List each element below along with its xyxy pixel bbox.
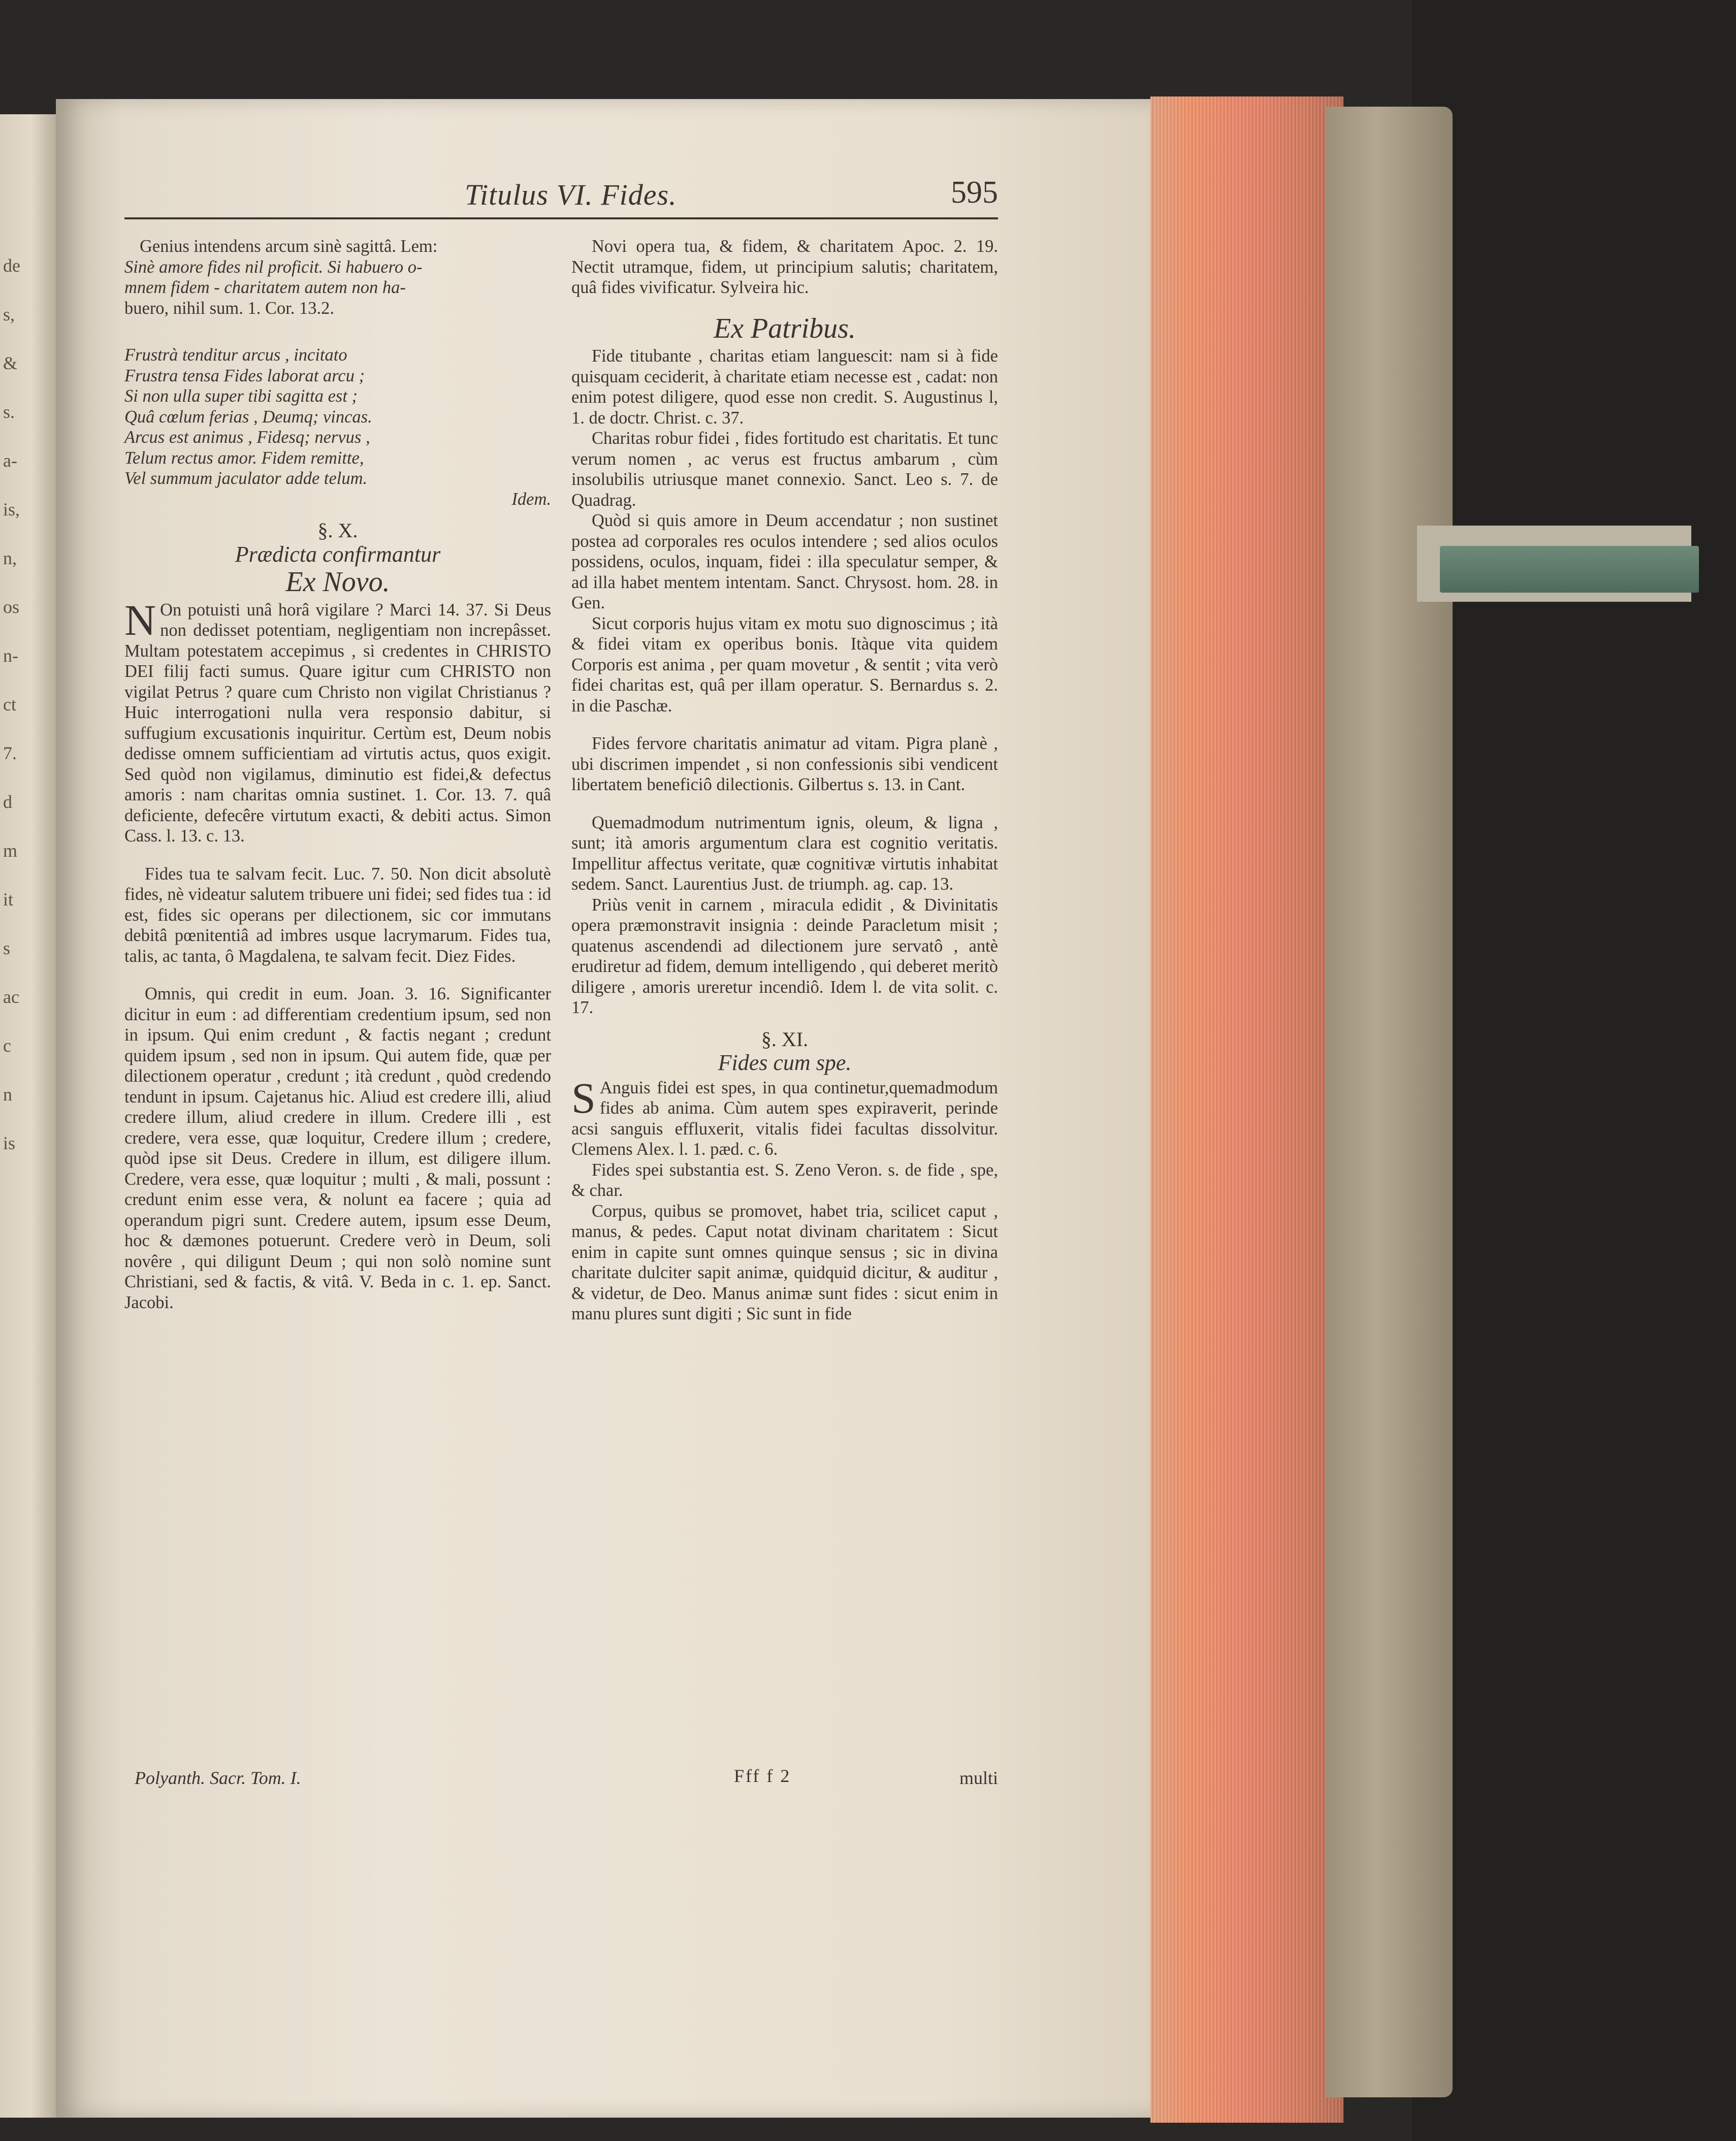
- verse-line: Telum rectus amor. Fidem remitte,: [124, 448, 364, 468]
- margin-fragment: os: [3, 597, 20, 617]
- paragraph: Fide titubante , charitas etiam languescit: nam si à fide quisquam ceciderit, à charitate etiam necesse est , cadat: non enim potest diligere, quod esse non credit. S. Augustinus l, 1. de doctr. Christ. c. 37.: [571, 346, 998, 428]
- paragraph: Charitas robur fidei , fides fortitudo est charitatis. Et tunc verum nomen , ac verus est fructus ambarum , cùm insolubilis utriusque manet connexio. Sanct. Leo s. 7. de Quadrag.: [571, 429, 998, 510]
- footer-title: Polyanth. Sacr. Tom. I.: [135, 1768, 301, 1788]
- paragraph: Omnis, qui credit in eum. Joan. 3. 16. Significanter dicitur in eum : ad differentiam credentium ipsum, sed non in ipsum. Qui enim credunt , & factis negant ; credunt quidem ipsum , sed non in ipsum. Qui autem fide, quæ per dilectionem operatur , credunt ; ità credunt , quòd credendo tendunt in ipsum. Cajetanus hic. Aliud est credere illi, aliud credere illum, aliud credere in illum. Credere illi , est credere, vera esse, quæ loquitur, Credere illum ; credere, quòd ipse sit Deus. Credere in illum, est diligere illum. Credere, vera esse, quæ loquitur ; multi , & mali, possunt : credunt enim esse vera, & nolunt ea facere ; quia ad operandum pigri sunt. Credere autem, ipsum esse Deum, hoc & dæmones potuerunt. Credere verò in Deum, soli novêre , qui diligunt Deum ; qui non solò nomine sunt Christiani, sed & factis, & vitâ. V. Beda in c. 1. ep. Sanct. Jacobi.: [124, 984, 551, 1312]
- paragraph: Fides fervore charitatis animatur ad vitam. Pigra planè , ubi discrimen impendet , si non confessionis sibi vendicent libertatem beneficiô dilectionis. Gilbertus s. 13. in Cant.: [571, 734, 998, 794]
- running-head: [124, 175, 998, 212]
- running-title: Titulus VI. Fides.: [465, 178, 677, 211]
- margin-fragment: n: [3, 1084, 12, 1105]
- right-column: [571, 236, 998, 1324]
- background-cloth: [1412, 0, 1736, 2141]
- page-fore-edge: [1150, 96, 1343, 2123]
- paragraph: [124, 595, 551, 847]
- margin-fragment: de: [3, 255, 20, 276]
- paragraph: Priùs venit in carnem , miracula edidit , & Divinitatis opera præmonstravit insignia : deinde Paracletum misit ; quatenus ascendendi ad dilectionem jure servatô , antè erudiretur ad fidem, demum intelligendo , qui deberet meritò diligere , amoris ureretur incendiô. Idem l. de vita solit. c. 17.: [571, 895, 998, 1017]
- verse-block: [124, 345, 551, 509]
- paragraph: Corpus, quibus se promovet, habet tria, scilicet caput , manus, & pedes. Caput notat divinam charitatem : Sicut enim in capite sunt omnes quinque sensus ; sic in divina charitate dulciter sapit animæ, quidquid dicitur, & auditur , & videtur, de Deo. Manus animæ sunt fides : sicut enim in manu plures sunt digiti ; Sic sunt in fide: [571, 1201, 998, 1323]
- margin-fragment: is: [3, 1133, 16, 1153]
- section-heading: Fides cum spe.: [718, 1050, 852, 1075]
- book-cover-board: [1326, 107, 1453, 2097]
- left-column: [124, 236, 551, 1313]
- left-page-edge: [0, 114, 56, 2118]
- intro-line: Sinè amore fides nil proficit. Si habuero o-: [124, 257, 423, 277]
- margin-fragment: ct: [3, 694, 16, 715]
- margin-fragment: a-: [3, 450, 17, 471]
- paragraph: Fides spei substantia est. S. Zeno Veron. s. de fide , spe, & char.: [571, 1160, 998, 1200]
- paragraph: [571, 1073, 998, 1160]
- verse-attribution: Idem.: [511, 489, 551, 509]
- paragraph-text: Anguis fidei est spes, in qua continetur,quemadmodum fides ab anima. Cùm autem spes expiraverit, perinde acsi sanguis effluxerit, vitalis fidei facultas dissolvitur. Clemens Alex. l. 1. pæd. c. 6.: [571, 1078, 998, 1159]
- margin-fragment: 7.: [3, 743, 17, 763]
- verse-line: Frustra tensa Fides laborat arcu ;: [124, 366, 365, 385]
- margin-fragment: s: [3, 938, 11, 958]
- margin-fragment: &: [3, 353, 18, 373]
- header-rule: [124, 217, 998, 219]
- catchword: multi: [959, 1768, 998, 1788]
- verse-line: Arcus est animus , Fidesq; nervus ,: [124, 428, 370, 447]
- paragraph: Quòd si quis amore in Deum accendatur ; non sustinet postea ad corporales res oculos intendere ; sed alios oculos possidens, oculos, inquam, fidei : illa speculatur semper, & ad illa habet mentem intentam. Sanct. Chrysost. hom. 28. in Gen.: [571, 511, 998, 612]
- margin-fragment: d: [3, 792, 12, 812]
- signature-mark: Fff f 2: [734, 1766, 791, 1786]
- drop-capital: N: [124, 595, 156, 644]
- margin-fragment: ac: [3, 987, 19, 1007]
- margin-fragment: is,: [3, 499, 20, 520]
- paragraph: Novi opera tua, & fidem, & charitatem Apoc. 2. 19. Nectit utramque, fidem, ut principium salutis; charitatem, quâ fides vivificatur. Sylveira hic.: [571, 237, 998, 297]
- drop-capital: S: [571, 1073, 596, 1122]
- paragraph: Fides tua te salvam fecit. Luc. 7. 50. Non dicit absolutè fides, nè videatur salutem tribuere uni fidei; sed fides tua : id est, fides sic operans per dilectionem, sic cor immutans debitâ pœnitentiâ ad imbres usque lacrymarum. Fides tua, talis, ac tanta, ô Magdalena, te salvam fecit. Diez Fides.: [124, 864, 551, 966]
- verse-line: Quâ cœlum ferias , Deumq; vincas.: [124, 407, 372, 427]
- section-subheading: Ex Novo.: [285, 566, 390, 598]
- section-heading: Prædicta confirmantur: [235, 541, 441, 567]
- verse-line: Vel summum jaculator adde telum.: [124, 469, 368, 488]
- verse-line: Frustrà tenditur arcus , incitato: [124, 345, 347, 365]
- intro-line: mnem fidem - charitatem autem non ha-: [124, 278, 406, 297]
- section-mark: §. XI.: [761, 1027, 809, 1051]
- margin-fragment: s.: [3, 402, 15, 422]
- section-mark: §. X.: [317, 519, 358, 542]
- intro-line: buero, nihil sum. 1. Cor. 13.2.: [124, 298, 335, 318]
- paragraph: Sicut corporis hujus vitam ex motu suo dignoscimus ; ità & fidei vitam ex operibus bonis. Itàque vita quidem Corporis est anima , per quam movetur , & sentit ; vita verò fidei charitas est, quâ per illam operatur. S. Bernardus s. 2. in die Paschæ.: [571, 613, 998, 716]
- margin-fragment: s,: [3, 304, 15, 325]
- margin-fragment: c: [3, 1035, 11, 1056]
- margin-fragment: n-: [3, 645, 18, 666]
- verse-line: Si non ulla super tibi sagitta est ;: [124, 386, 358, 406]
- intro-line: Genius intendens arcum sinè sagittâ. Lem:: [140, 237, 438, 256]
- section-heading: Ex Patribus.: [714, 312, 856, 344]
- margin-fragment: n,: [3, 548, 17, 568]
- margin-fragment: m: [3, 840, 18, 861]
- page-number: 595: [951, 175, 998, 210]
- paragraph: Quemadmodum nutrimentum ignis, oleum, & ligna , sunt; ità amoris argumentum clara est cognitio veritatis. Impellitur affectus veritate, quæ cognitivæ virtutis inhabitat sedem. Sanct. Laurentius Just. de triumph. ag. cap. 13.: [571, 813, 998, 894]
- metal-clasp: [1440, 546, 1699, 593]
- paragraph-text: On potuisti unâ horâ vigilare ? Marci 14. 37. Si Deus non dedisset potentiam, negligentiam non increpâsset. Multam potestatem accepimus , si credentes in CHRISTO DEI filij facti sumus. Quare igitur cum CHRISTO non vigilat Petrus ? quare cum Christo non vigilat Christianus ? Huic interrogationi nulla vera responsio dabitur, si suffugium excusationis inquiritur. Certùm est, Deum nobis dedisse omnem sufficientiam ad virtutis actus, quos exigit. Sed quòd non vigilamus, diminutio est fidei,& defectus amoris : nam charitas omnia sustinet. 1. Cor. 13. 7. quâ deficiente, defecêre virtutum exacti, & debiti actus. Simon Cass. l. 13. c. 13.: [124, 600, 551, 846]
- left-page-margin-text: [3, 241, 49, 1167]
- margin-fragment: it: [3, 889, 14, 910]
